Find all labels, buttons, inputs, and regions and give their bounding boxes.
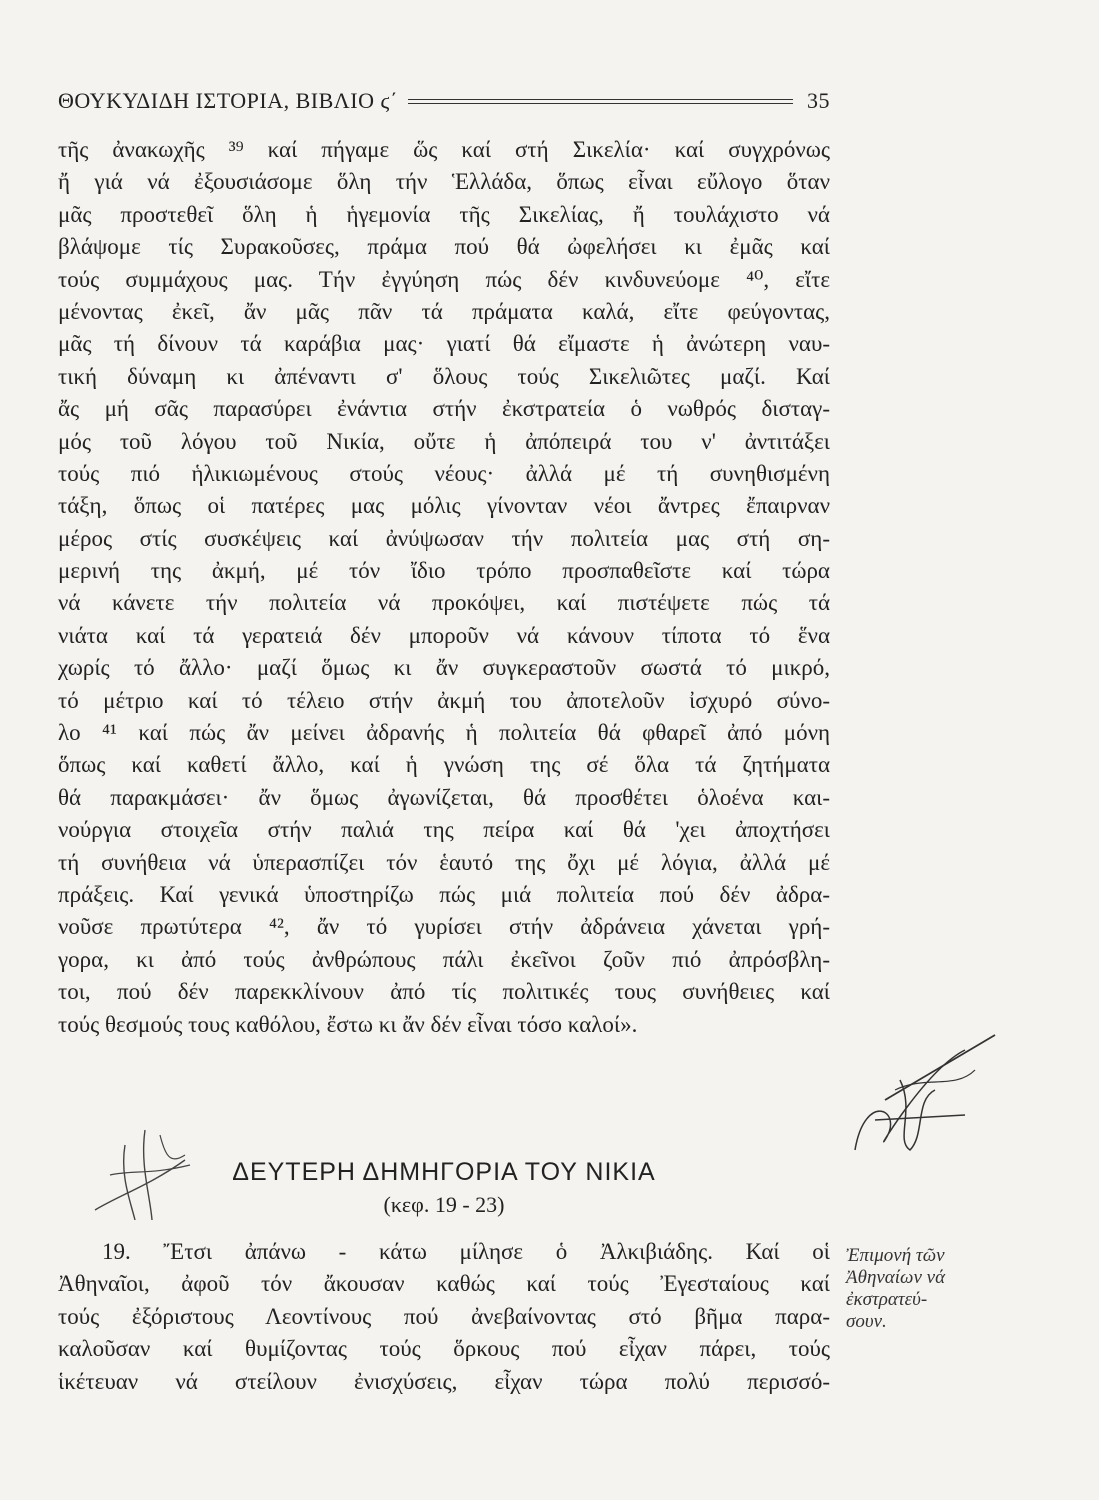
page-number: 35	[807, 88, 830, 113]
text-line: τούς θεσμούς τους καθόλου, ἔστω κι ἄν δέν εἶναι τόσο καλοί».	[58, 1011, 638, 1037]
chapter-paragraph	[58, 1236, 830, 1398]
text-line: τοι, πού δέν παρεκκλίνουν ἀπό τίς πολιτικές τους συνήθειες καί	[58, 979, 830, 1005]
text-line: νούργια στοιχεῖα στήν παλιά της πείρα καί θά 'χει ἀποχτήσει	[58, 817, 830, 843]
margin-note-line: Ἀθηναίων νά	[846, 1267, 946, 1288]
text-line: ἱκέτευαν νά στείλουν ἐνισχύσεις, εἶχαν τώρα πολύ περισσό-	[58, 1368, 830, 1394]
margin-note-line: ἐκστρατεύ-	[846, 1289, 928, 1310]
text-line: τή συνήθεια νά ὑπερασπίζει τόν ἑαυτό της ὄχι μέ λόγια, ἀλλά μέ	[58, 849, 830, 875]
text-line: μᾶς τή δίνουν τά καράβια μας· γιατί θά εἴμαστε ἡ ἀνώτερη ναυ-	[58, 331, 830, 357]
text-line: τούς συμμάχους μας. Τήν ἐγγύηση πώς δέν κινδυνεύομε ⁴⁰, εἴτε	[58, 266, 830, 292]
text-line: τῆς ἀνακωχῆς ³⁹ καί πήγαμε ὥς καί στή Σικελία· καί συγχρόνως	[58, 137, 830, 162]
header-rule	[408, 99, 793, 104]
text-line: καλοῦσαν καί θυμίζοντας τούς ὅρκους πού εἶχαν πάρει, τούς	[58, 1336, 830, 1362]
text-line: νιάτα καί τά γερατειά δέν μποροῦν νά κάνουν τίποτα τό ἕνα	[58, 622, 830, 648]
text-line: νά κάνετε τήν πολιτεία νά προκόψει, καί πιστέψετε πώς τά	[58, 590, 830, 616]
main-paragraph	[58, 134, 830, 1041]
margin-note-line: σουν.	[846, 1311, 887, 1332]
text-line: τούς πιό ἡλικιωμένους στούς νέους· ἀλλά μέ τή συνηθισμένη	[58, 460, 830, 486]
text-line: τική δύναμη κι ἀπέναντι σ' ὅλους τούς Σικελιῶτες μαζί. Καί	[58, 363, 830, 389]
text-line: μέρος στίς συσκέψεις καί ἀνύψωσαν τήν πολιτεία μας στή ση-	[58, 525, 830, 551]
text-line: πράξεις. Καί γενικά ὑποστηρίζω πώς μιά πολιτεία πού δέν ἀδρα-	[58, 881, 830, 907]
running-header	[58, 86, 830, 116]
section-subtitle: (κεφ. 19 - 23)	[383, 1192, 505, 1217]
handwritten-signature	[845, 1030, 1005, 1160]
header-title: ΘΟΥΚΥΔΙΔΗ ΙΣΤΟΡΙΑ, ΒΙΒΛΙΟ ϛ΄	[58, 88, 399, 113]
text-line: μός τοῦ λόγου τοῦ Νικία, οὔτε ἡ ἀπόπειρά του ν' ἀντιτάξει	[58, 428, 830, 454]
section-title: ΔΕΥΤΕΡΗ ΔΗΜΗΓΟΡΙΑ ΤΟΥ ΝΙΚΙΑ	[232, 1158, 656, 1186]
text-line: τούς ἐξόριστους Λεοντίνους πού ἀνεβαίνοντας στό βῆμα παρα-	[58, 1303, 830, 1329]
text-line: Ἀθηναῖοι, ἀφοῦ τόν ἄκουσαν καθώς καί τούς Ἐγεσταίους καί	[58, 1271, 830, 1297]
text-line: ὅπως καί καθετί ἄλλο, καί ἡ γνώση της σέ ὅλα τά ζητήματα	[58, 752, 830, 778]
text-line: χωρίς τό ἄλλο· μαζί ὅμως κι ἄν συγκεραστοῦν σωστά τό μικρό,	[58, 655, 830, 681]
text-line: τό μέτριο καί τό τέλειο στήν ἀκμή του ἀποτελοῦν ἰσχυρό σύνο-	[58, 687, 830, 713]
text-line: βλάψομε τίς Συρακοῦσες, πράμα πού θά ὠφελήσει κι ἐμᾶς καί	[58, 234, 830, 260]
text-line: μερινή της ἀκμή, μέ τόν ἴδιο τρόπο προσπαθεῖστε καί τώρα	[58, 558, 830, 584]
text-line: θά παρακμάσει· ἄν ὅμως ἀγωνίζεται, θά προσθέτει ὁλοένα και-	[58, 784, 830, 810]
text-line: γορα, κι ἀπό τούς ἀνθρώπους πάλι ἐκεῖνοι ζοῦν πιό ἀπρόσβλη-	[58, 946, 830, 972]
margin-note-line: Ἐπιμονή τῶν	[846, 1245, 945, 1266]
text-line: μένοντας ἐκεῖ, ἄν μᾶς πᾶν τά πράματα καλά, εἴτε φεύγοντας,	[58, 298, 830, 324]
margin-note	[846, 1245, 1026, 1333]
text-line: τάξη, ὅπως οἱ πατέρες μας μόλις γίνονταν νέοι ἄντρες ἔπαιρναν	[58, 493, 830, 519]
text-line: ἄς μή σᾶς παρασύρει ἐνάντια στήν ἐκστρατεία ὁ νωθρός δισταγ-	[58, 396, 830, 422]
text-line: νοῦσε πρωτύτερα ⁴², ἄν τό γυρίσει στήν ἀδράνεια χάνεται γρή-	[58, 914, 830, 940]
text-line: 19. Ἔτσι ἀπάνω - κάτω μίλησε ὁ Ἀλκιβιάδης. Καί οἱ	[102, 1239, 830, 1264]
text-line: ἤ γιά νά ἐξουσιάσομε ὅλη τήν Ἑλλάδα, ὅπως εἶναι εὔλογο ὅταν	[58, 169, 830, 195]
text-line: μᾶς προστεθεῖ ὅλη ἡ ἡγεμονία τῆς Σικελίας, ἤ τουλάχιστο νά	[58, 201, 830, 227]
text-line: λο ⁴¹ καί πώς ἄν μείνει ἀδρανής ἡ πολιτεία θά φθαρεῖ ἀπό μόνη	[58, 720, 830, 746]
